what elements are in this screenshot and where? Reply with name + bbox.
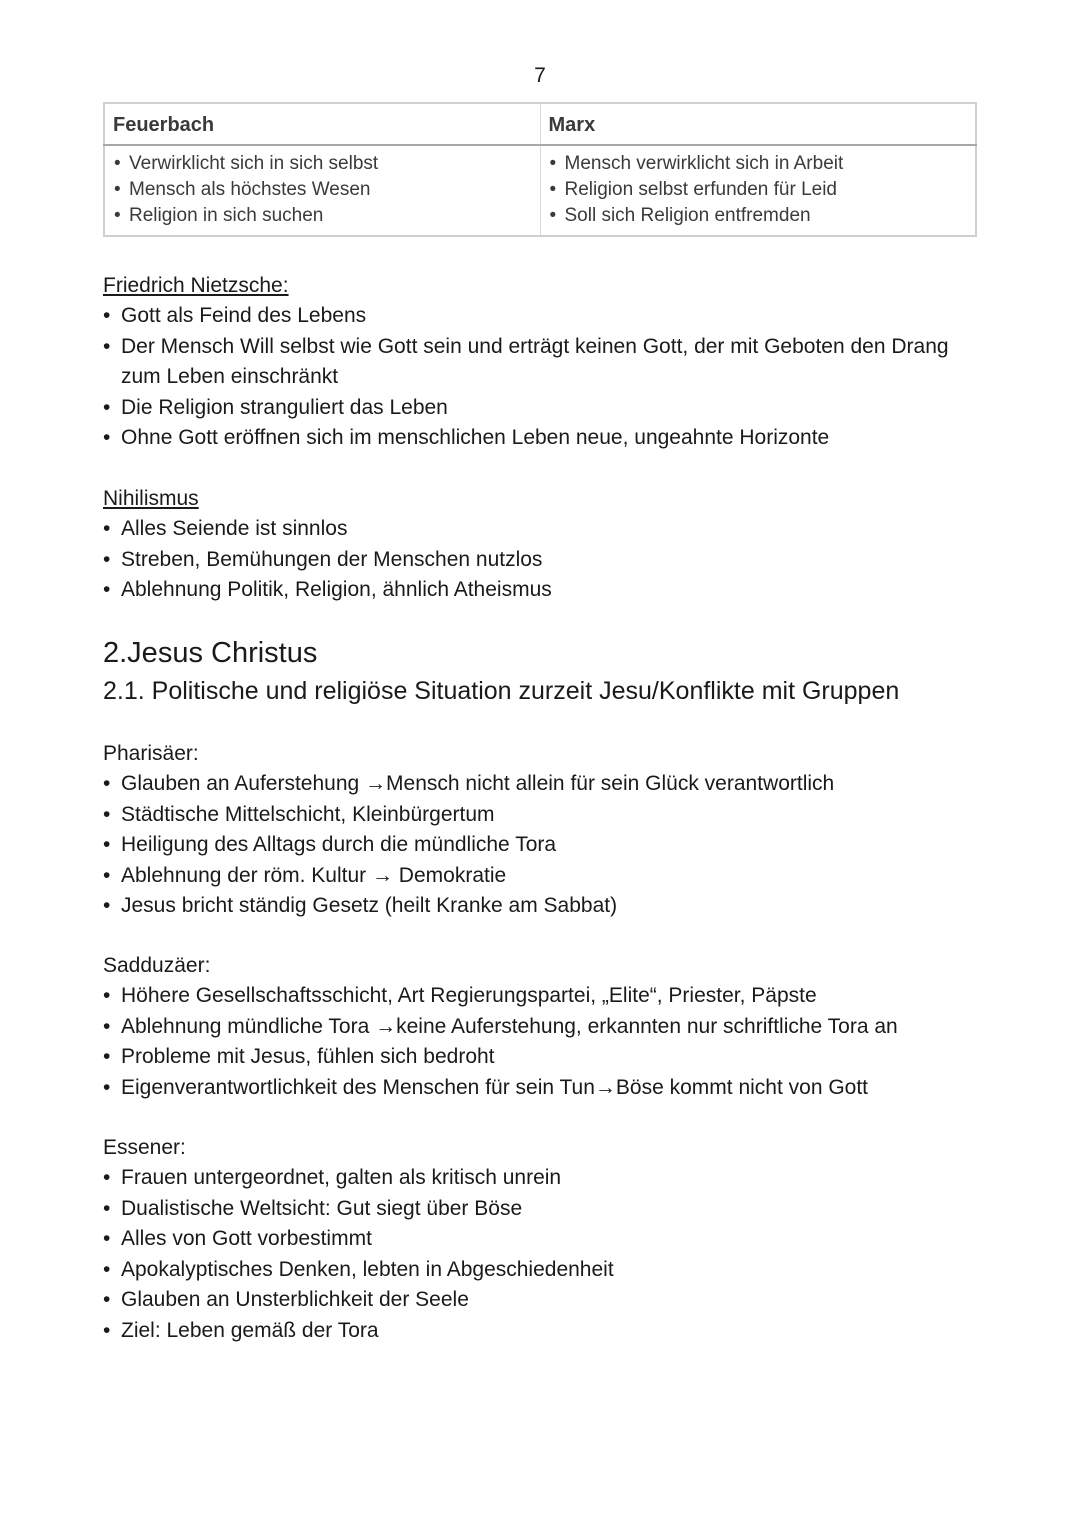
list-item: • Höhere Gesellschaftsschicht, Art Regierungspartei, „Elite“, Priester, Päpste	[103, 981, 963, 1012]
list-item: • Glauben an Unsterblichkeit der Seele	[103, 1285, 963, 1316]
nihilismus-title: Nihilismus	[103, 487, 199, 510]
table-header-feuerbach: Feuerbach	[104, 103, 540, 145]
list-item: • Glauben an Auferstehung →Mensch nicht allein für sein Glück verantwortlich	[103, 769, 963, 800]
table-row	[104, 145, 976, 236]
table-header-row	[104, 103, 976, 145]
list-item: • Die Religion stranguliert das Leben	[103, 393, 963, 424]
page-number: 7	[534, 64, 546, 87]
list-item: • Heiligung des Alltags durch die mündliche Tora	[103, 830, 963, 861]
list-item: • Frauen untergeordnet, galten als kritisch unrein	[103, 1163, 963, 1194]
list-item: • Ablehnung mündliche Tora →keine Auferstehung, erkannten nur schriftliche Tora an	[103, 1012, 963, 1043]
essener-title: Essener:	[103, 1136, 186, 1159]
table-cell-feuerbach	[104, 145, 540, 236]
list-item: • Dualistische Weltsicht: Gut siegt über Böse	[103, 1194, 963, 1225]
list-item: • Soll sich Religion entfremden	[549, 203, 968, 229]
list-item: • Der Mensch Will selbst wie Gott sein und erträgt keinen Gott, der mit Geboten den Drang zum Leben einschränkt	[103, 332, 963, 393]
list-item: • Ablehnung Politik, Religion, ähnlich Atheismus	[103, 575, 963, 606]
sadduzaeer-section	[103, 951, 963, 1103]
list-item: • Ablehnung der röm. Kultur → Demokratie	[103, 861, 963, 892]
section-subheading: 2.1. Politische und religiöse Situation zurzeit Jesu/Konflikte mit Gruppen	[103, 677, 900, 705]
nihilismus-section	[103, 484, 963, 606]
list-item: • Probleme mit Jesus, fühlen sich bedroht	[103, 1042, 963, 1073]
pharisaeer-section	[103, 739, 963, 922]
list-item: • Streben, Bemühungen der Menschen nutzlos	[103, 545, 963, 576]
list-item: • Verwirklicht sich in sich selbst	[113, 151, 532, 177]
list-item: • Ohne Gott eröffnen sich im menschlichen Leben neue, ungeahnte Horizonte	[103, 423, 963, 454]
pharisaeer-title: Pharisäer:	[103, 742, 199, 765]
list-item: • Religion selbst erfunden für Leid	[549, 177, 968, 203]
list-item: • Städtische Mittelschicht, Kleinbürgertum	[103, 800, 963, 831]
comparison-table	[103, 102, 977, 237]
list-item: • Mensch verwirklicht sich in Arbeit	[549, 151, 968, 177]
list-item: • Mensch als höchstes Wesen	[113, 177, 532, 203]
list-item: • Eigenverantwortlichkeit des Menschen für sein Tun→Böse kommt nicht von Gott	[103, 1073, 963, 1104]
essener-section	[103, 1133, 963, 1346]
nietzsche-title: Friedrich Nietzsche:	[103, 274, 289, 297]
list-item: • Jesus bricht ständig Gesetz (heilt Kranke am Sabbat)	[103, 891, 963, 922]
chapter-heading: 2.Jesus Christus	[103, 637, 318, 669]
list-item: • Alles von Gott vorbestimmt	[103, 1224, 963, 1255]
list-item: • Gott als Feind des Lebens	[103, 301, 963, 332]
list-item: • Religion in sich suchen	[113, 203, 532, 229]
sadduzaeer-title: Sadduzäer:	[103, 954, 211, 977]
table-cell-marx	[540, 145, 976, 236]
list-item: • Ziel: Leben gemäß der Tora	[103, 1316, 963, 1347]
list-item: • Alles Seiende ist sinnlos	[103, 514, 963, 545]
table-header-marx: Marx	[540, 103, 976, 145]
nietzsche-section	[103, 271, 963, 454]
list-item: • Apokalyptisches Denken, lebten in Abgeschiedenheit	[103, 1255, 963, 1286]
